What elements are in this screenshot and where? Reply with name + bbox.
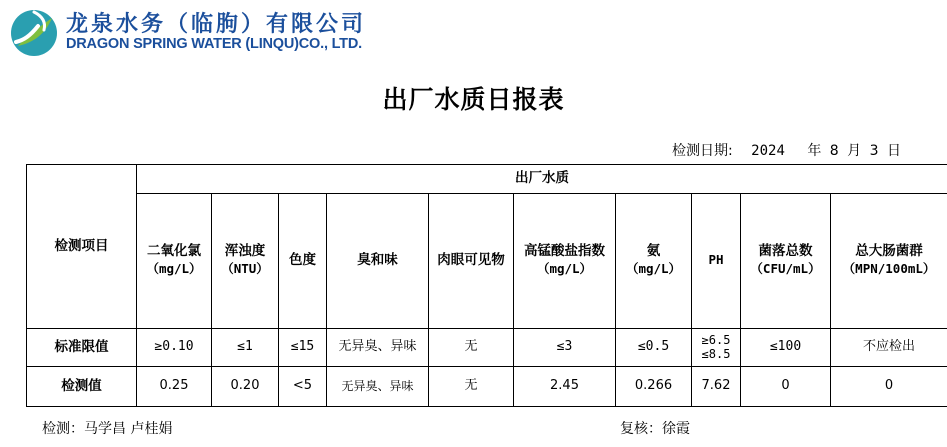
company-name-cn: 龙泉水务（临朐）有限公司 — [66, 11, 367, 37]
report-date — [672, 140, 901, 160]
result-cell: 0.20 — [212, 367, 279, 407]
result-cell: <5 — [279, 367, 327, 407]
column-header — [692, 194, 741, 329]
limit-cell: ≥6.5 ≤8.5 — [692, 329, 741, 367]
column-name: 氨 — [646, 243, 661, 260]
column-header — [327, 194, 429, 329]
column-unit: （mg/L） — [536, 261, 593, 276]
column-name: 二氧化氯 — [147, 243, 201, 260]
date-day-unit: 日 — [887, 143, 901, 159]
limit-cell: ≤1 — [212, 329, 279, 367]
column-name: PH — [708, 252, 724, 268]
column-header — [279, 194, 327, 329]
result-cell: 0.266 — [616, 367, 692, 407]
date-day: 3 — [869, 143, 879, 159]
date-month-unit: 月 — [847, 143, 862, 159]
inspector-signature: 检测：马学昌 卢桂娟 — [42, 421, 173, 437]
item-header: 检测项目 — [27, 165, 137, 329]
limit-cell: 无异臭、异味 — [327, 329, 429, 367]
result-row-label: 检测值 — [27, 367, 137, 407]
column-name: 菌落总数 — [758, 243, 813, 260]
date-label: 检测日期: — [672, 143, 733, 159]
result-cell: 无异臭、异味 — [327, 367, 429, 407]
column-header — [741, 194, 831, 329]
result-cell: 2.45 — [514, 367, 616, 407]
result-cell: 7.62 — [692, 367, 741, 407]
result-cell: 0 — [831, 367, 947, 407]
limit-row-label: 标准限值 — [27, 329, 137, 367]
limit-cell: ≤15 — [279, 329, 327, 367]
result-cell: 0 — [741, 367, 831, 407]
column-header — [212, 194, 279, 329]
report-title: 出厂水质日报表 — [382, 85, 565, 114]
company-logo-icon — [8, 6, 60, 58]
reviewer-signature: 复核：徐霞 — [620, 421, 690, 437]
column-header-row — [27, 194, 947, 329]
result-row — [27, 367, 947, 407]
limit-cell: ≥0.10 — [137, 329, 212, 367]
column-header — [514, 194, 616, 329]
column-name: 肉眼可见物 — [437, 252, 505, 269]
limit-row — [27, 329, 947, 367]
result-cell: 无 — [429, 367, 514, 407]
date-year: 2024 — [751, 143, 785, 159]
column-header — [831, 194, 947, 329]
limit-cell: 不应检出 — [831, 329, 947, 367]
result-cell: 0.25 — [137, 367, 212, 407]
column-name: 色度 — [289, 252, 316, 269]
water-quality-table — [26, 164, 947, 407]
date-year-unit: 年 — [807, 143, 822, 159]
column-unit: （mg/L） — [146, 261, 202, 276]
column-unit: （NTU） — [221, 261, 269, 276]
column-header — [429, 194, 514, 329]
limit-cell: 无 — [429, 329, 514, 367]
column-unit: （MPN/100mL） — [842, 261, 936, 276]
column-header — [137, 194, 212, 329]
column-name: 臭和味 — [357, 252, 398, 269]
column-unit: （CFU/mL） — [750, 261, 821, 276]
group-header: 出厂水质 — [137, 165, 947, 194]
limit-cell: ≤0.5 — [616, 329, 692, 367]
column-unit: （mg/L） — [625, 261, 682, 276]
column-name: 高锰酸盐指数 — [524, 243, 605, 260]
column-name: 总大肠菌群 — [855, 243, 923, 260]
column-header — [616, 194, 692, 329]
limit-cell: ≤100 — [741, 329, 831, 367]
company-name-en: DRAGON SPRING WATER (LINQU)CO., LTD. — [66, 36, 362, 52]
date-month: 8 — [829, 143, 839, 159]
column-name: 浑浊度 — [224, 243, 266, 260]
limit-cell: ≤3 — [514, 329, 616, 367]
